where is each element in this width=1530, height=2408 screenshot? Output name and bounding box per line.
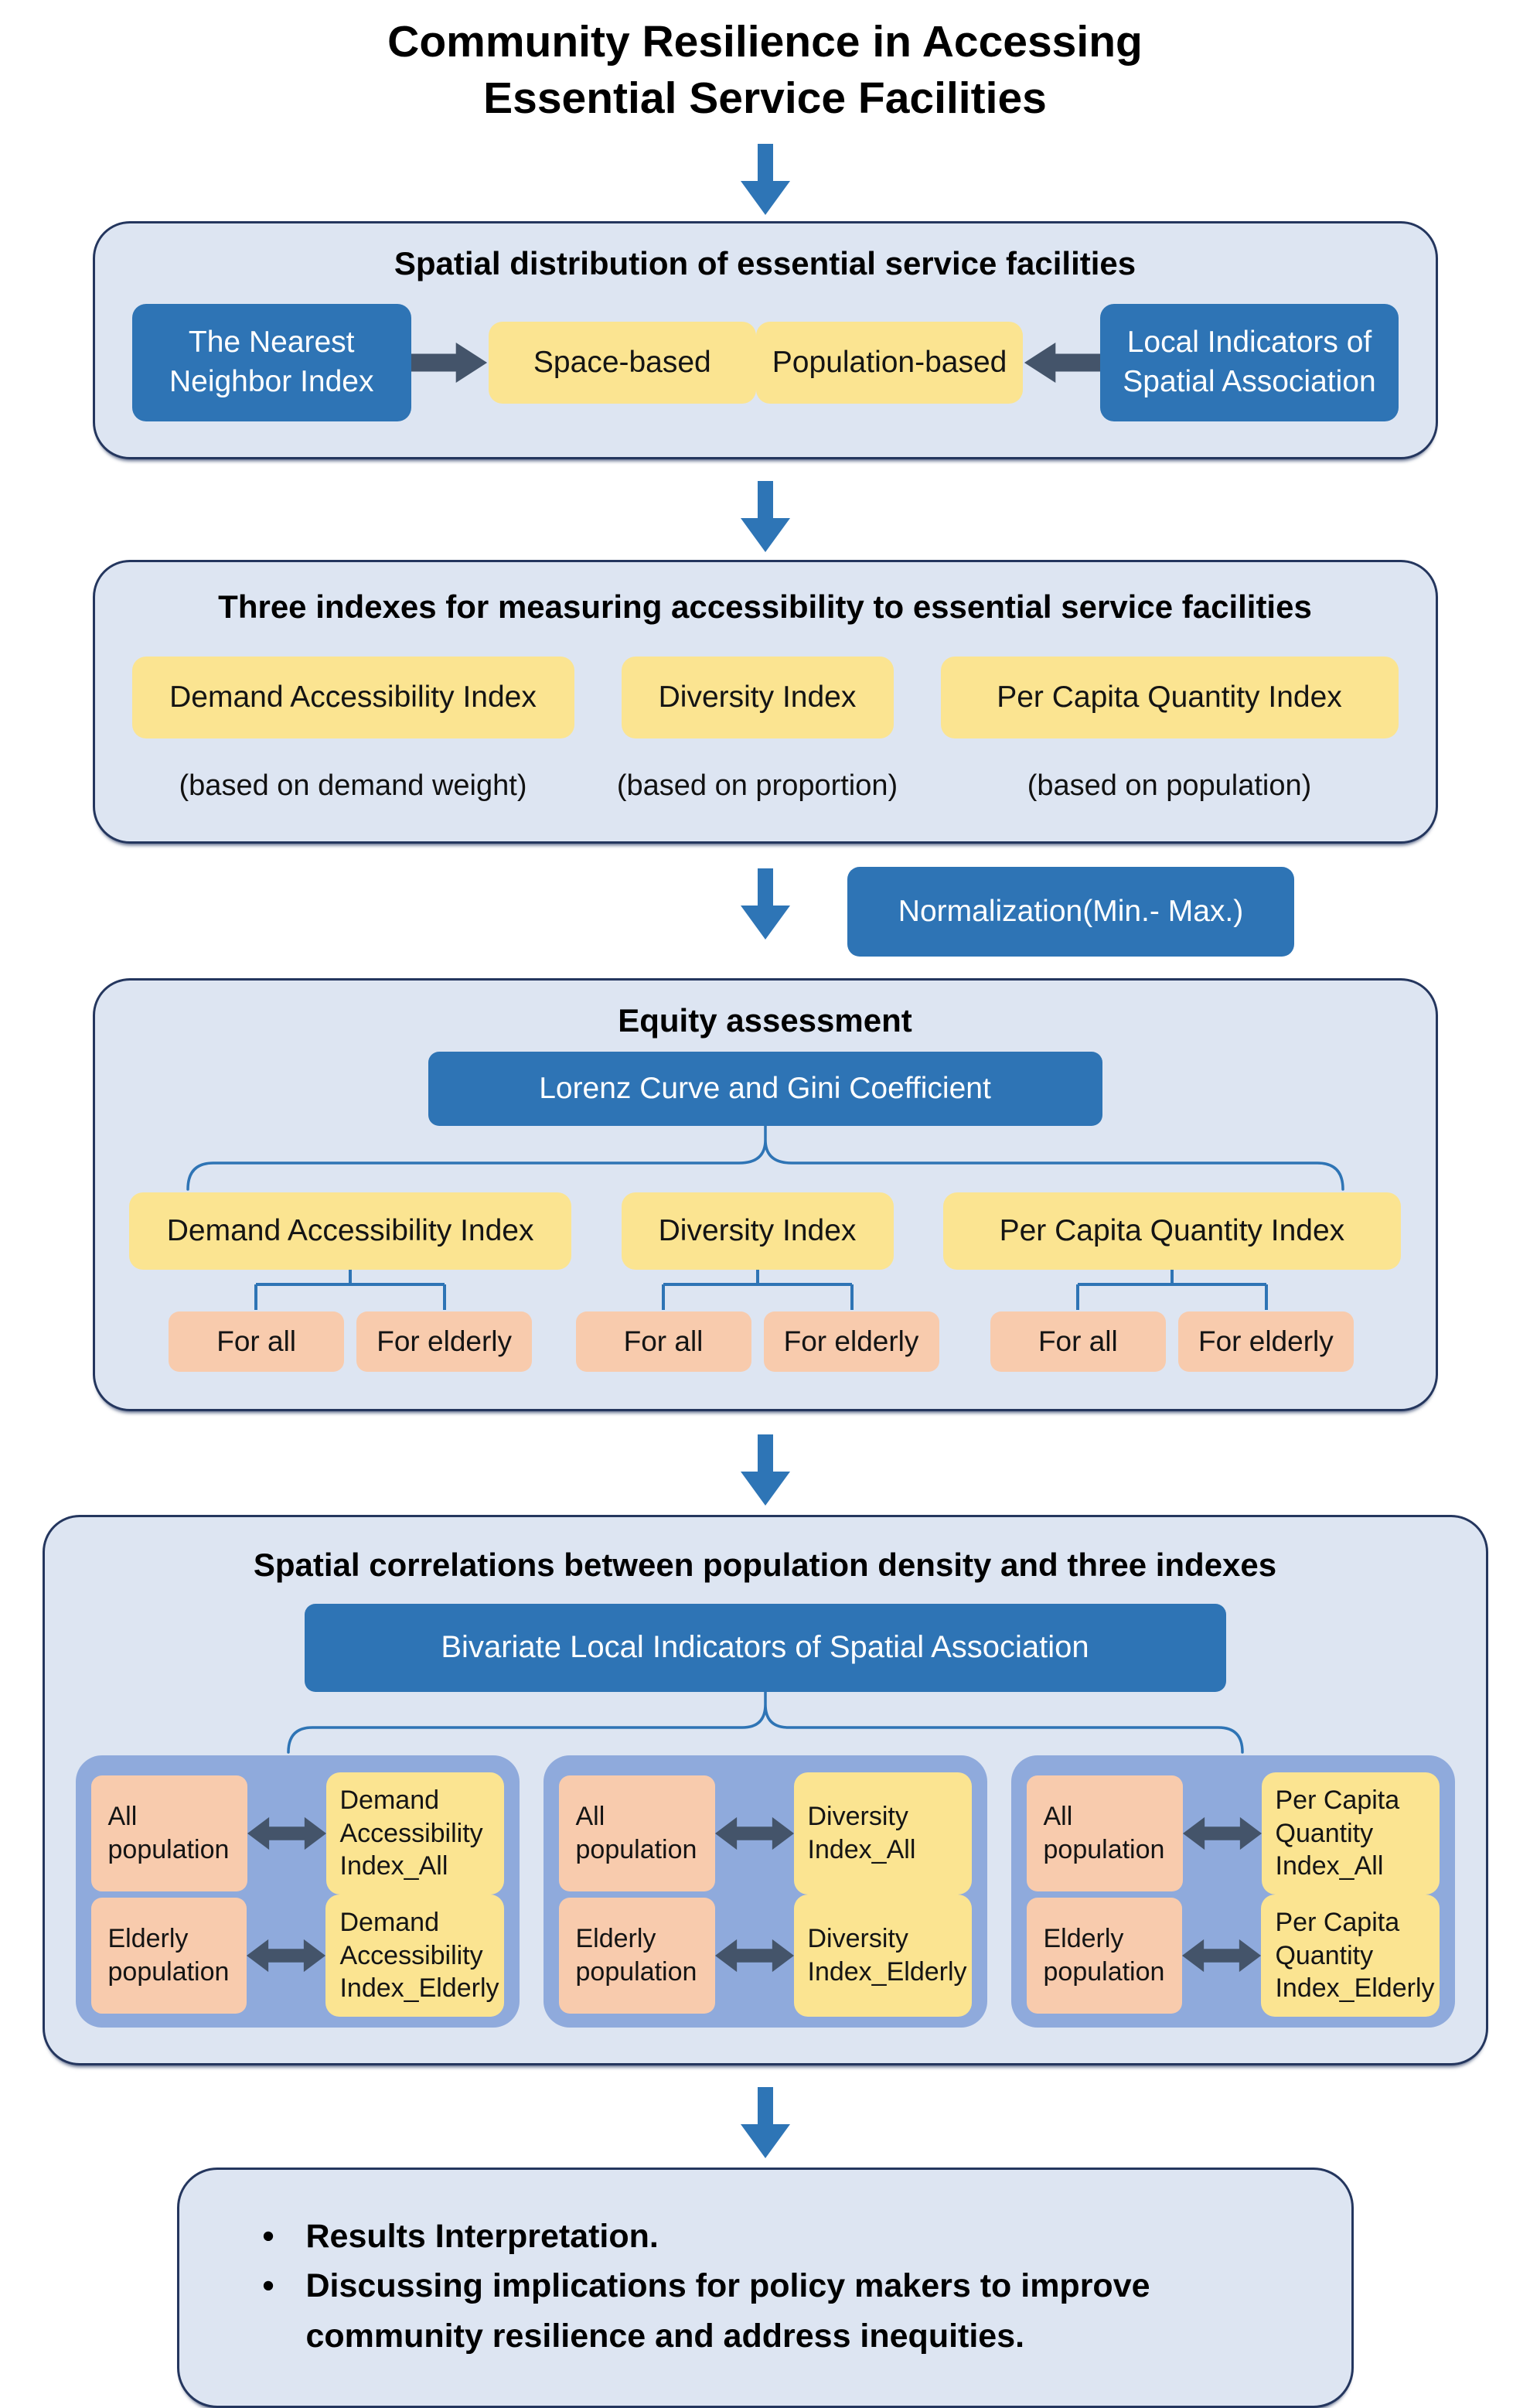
for-all-node: For all [576, 1311, 751, 1372]
for-all-node: For all [169, 1311, 344, 1372]
page-title-line1: Community Resilience in Accessing [387, 17, 1143, 67]
bracket-connector [990, 1270, 1354, 1311]
down-arrow-icon [741, 144, 790, 215]
correlation-row [559, 1895, 972, 2017]
lorenz-gini-node: Lorenz Curve and Gini Coefficient [428, 1052, 1102, 1126]
index-column [938, 657, 1402, 803]
section1-row [132, 304, 1399, 421]
double-arrow-icon [715, 1938, 794, 1973]
double-arrow-icon [247, 1816, 326, 1851]
population-based-node: Population-based [756, 322, 1024, 404]
elderly-population-node: Elderly population [1027, 1898, 1183, 2014]
section-spatial-distribution [93, 221, 1438, 459]
lisa-node: Local Indicators of Spatial Association [1100, 304, 1398, 421]
results-bullet-text: Discussing implications for policy makers to improve community resilience and address inequities. [305, 2267, 1150, 2355]
brace-connector [286, 1692, 1245, 1754]
right-arrow-icon [411, 341, 489, 384]
demand-accessibility-index-elderly-node: Demand Accessibility Index_Elderly [325, 1895, 503, 2017]
bullet-icon: • [262, 2267, 274, 2305]
demand-accessibility-index-node: Demand Accessibility Index [132, 657, 574, 738]
equity-column [126, 1192, 575, 1372]
all-population-node: All population [559, 1775, 715, 1891]
correlation-row [91, 1772, 504, 1895]
for-all-node: For all [990, 1311, 1166, 1372]
section-three-indexes [93, 560, 1438, 844]
bracket-connector [576, 1270, 939, 1311]
normalization-node: Normalization(Min.- Max.) [847, 867, 1294, 957]
correlation-groups-row [76, 1755, 1455, 2028]
section2-header: Three indexes for measuring accessibility to essential service facilities [218, 588, 1312, 625]
section-results [177, 2168, 1354, 2408]
population-pair [576, 1311, 939, 1372]
demand-accessibility-index-node: Demand Accessibility Index [129, 1192, 571, 1270]
down-arrow-icon [741, 868, 790, 940]
page-title-line2: Essential Service Facilities [483, 73, 1047, 123]
page-title [0, 14, 1530, 127]
results-bullet-text: Results Interpretation. [305, 2217, 659, 2255]
section-spatial-correlations [43, 1515, 1488, 2065]
down-arrow-icon [741, 2087, 790, 2158]
diversity-index-node: Diversity Index [622, 1192, 894, 1270]
index-column [580, 657, 935, 803]
normalization-row [0, 867, 1530, 969]
index-caption: (based on population) [1027, 769, 1312, 802]
bracket-connector [169, 1270, 532, 1311]
space-based-node: Space-based [489, 322, 756, 404]
for-elderly-node: For elderly [356, 1311, 532, 1372]
diversity-index-all-node: Diversity Index_All [794, 1772, 972, 1895]
section2-row [129, 657, 1402, 803]
diversity-index-elderly-node: Diversity Index_Elderly [794, 1895, 972, 2017]
all-population-node: All population [91, 1775, 247, 1891]
per-capita-quantity-index-all-node: Per Capita Quantity Index_All [1262, 1772, 1440, 1895]
section3-header: Equity assessment [618, 1001, 912, 1039]
for-elderly-node: For elderly [764, 1311, 939, 1372]
per-capita-quantity-index-node: Per Capita Quantity Index [941, 657, 1399, 738]
correlation-row [91, 1895, 504, 2017]
section-equity-assessment [93, 978, 1438, 1411]
bivariate-lisa-node: Bivariate Local Indicators of Spatial Association [305, 1604, 1226, 1692]
double-arrow-icon [247, 1938, 325, 1973]
section4-header: Spatial correlations between population density and three indexes [253, 1546, 1277, 1583]
all-population-node: All population [1027, 1775, 1183, 1891]
demand-accessibility-index-all-node: Demand Accessibility Index_All [326, 1772, 504, 1895]
equity-indexes-row [126, 1192, 1405, 1372]
index-caption: (based on demand weight) [179, 769, 527, 802]
section1-header: Spatial distribution of essential service facilities [394, 244, 1136, 281]
results-bullet [263, 2212, 1297, 2262]
down-arrow-icon [741, 481, 790, 552]
nearest-neighbor-index-node: The Nearest Neighbor Index [132, 304, 411, 421]
elderly-population-node: Elderly population [559, 1898, 715, 2014]
down-arrow-icon [741, 1434, 790, 1506]
elderly-population-node: Elderly population [91, 1898, 247, 2014]
correlation-row [1027, 1772, 1440, 1895]
per-capita-quantity-index-elderly-node: Per Capita Quantity Index_Elderly [1261, 1895, 1439, 2017]
index-caption: (based on proportion) [616, 769, 898, 802]
equity-column [939, 1192, 1404, 1372]
brace-connector [186, 1126, 1345, 1191]
double-arrow-icon [1182, 1938, 1261, 1973]
population-pair [990, 1311, 1354, 1372]
index-column [129, 657, 578, 803]
correlation-group-diversity [544, 1755, 987, 2028]
equity-column [575, 1192, 939, 1372]
double-arrow-icon [715, 1816, 794, 1851]
correlation-row [1027, 1895, 1440, 2017]
left-arrow-icon [1023, 341, 1100, 384]
correlation-row [559, 1772, 972, 1895]
double-arrow-icon [1183, 1816, 1262, 1851]
per-capita-quantity-index-node: Per Capita Quantity Index [943, 1192, 1401, 1270]
bullet-icon: • [262, 2217, 274, 2255]
results-bullet [263, 2261, 1297, 2361]
correlation-group-demand [76, 1755, 520, 2028]
correlation-group-per-capita [1011, 1755, 1455, 2028]
diversity-index-node: Diversity Index [622, 657, 894, 738]
population-pair [169, 1311, 532, 1372]
for-elderly-node: For elderly [1178, 1311, 1354, 1372]
